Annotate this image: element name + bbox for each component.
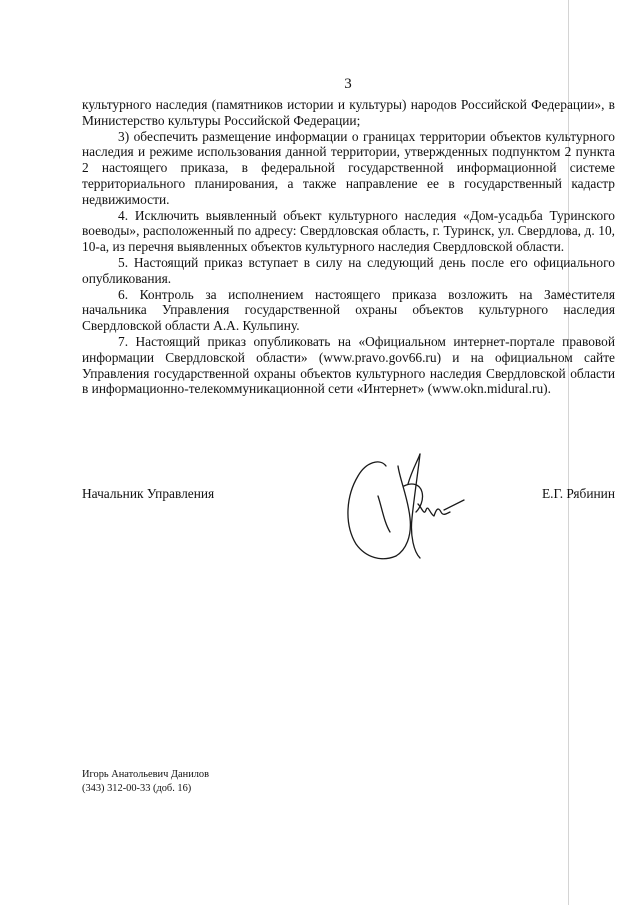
executor-name: Игорь Анатольевич Данилов — [82, 769, 210, 780]
page-number: 3 — [344, 76, 352, 92]
paragraph-item-5: 5. Настоящий приказ вступает в силу на следующий день после его официального опубликования. — [82, 254, 615, 286]
paragraph-item-6: 6. Контроль за исполнением настоящего приказа возложить на Заместителя начальника Управления государственной охраны объектов культурного наследия Свердловской области А.А. Кульпину. — [82, 286, 615, 334]
executor-footer — [82, 768, 209, 795]
paragraph-item-4: 4. Исключить выявленный объект культурного наследия «Дом-усадьба Туринского воеводы», расположенный по адресу: Свердловская область, г. Туринск, ул. Свердлова, д. 10, 10-а, из перечня выявленных объектов культурного наследия Свердловской области. — [82, 207, 615, 255]
executor-phone: (343) 312-00-33 (доб. 16) — [82, 782, 192, 794]
paragraph-continuation: культурного наследия (памятников истории и культуры) народов Российской Федерации», в Министерство культуры Российской Федерации; — [82, 97, 615, 128]
document-body — [82, 97, 615, 397]
signatory-title: Начальник Управления — [82, 486, 215, 501]
signatory-name: Е.Г. Рябинин — [541, 486, 615, 501]
paragraph-item-7: 7. Настоящий приказ опубликовать на «Официальном интернет-портале правовой информации Свердловской области» (www.pravo.gov66.ru) и на официальном сайте Управления государственной охраны объектов культурного наследия Свердловской области в информационно-телекоммуникационной сети «Интернет» (www.okn.midural.ru). — [82, 333, 615, 397]
paragraph-item-3: 3) обеспечить размещение информации о границах территории объектов культурного наследия и режиме использования данной территории, утвержденных подпунктом 2 пункта 2 настоящего приказа, в федеральной государственной информационной системе территориального планирования, а также направление ее в государственный кадастр недвижимости. — [82, 128, 615, 207]
handwritten-signature — [338, 452, 468, 567]
